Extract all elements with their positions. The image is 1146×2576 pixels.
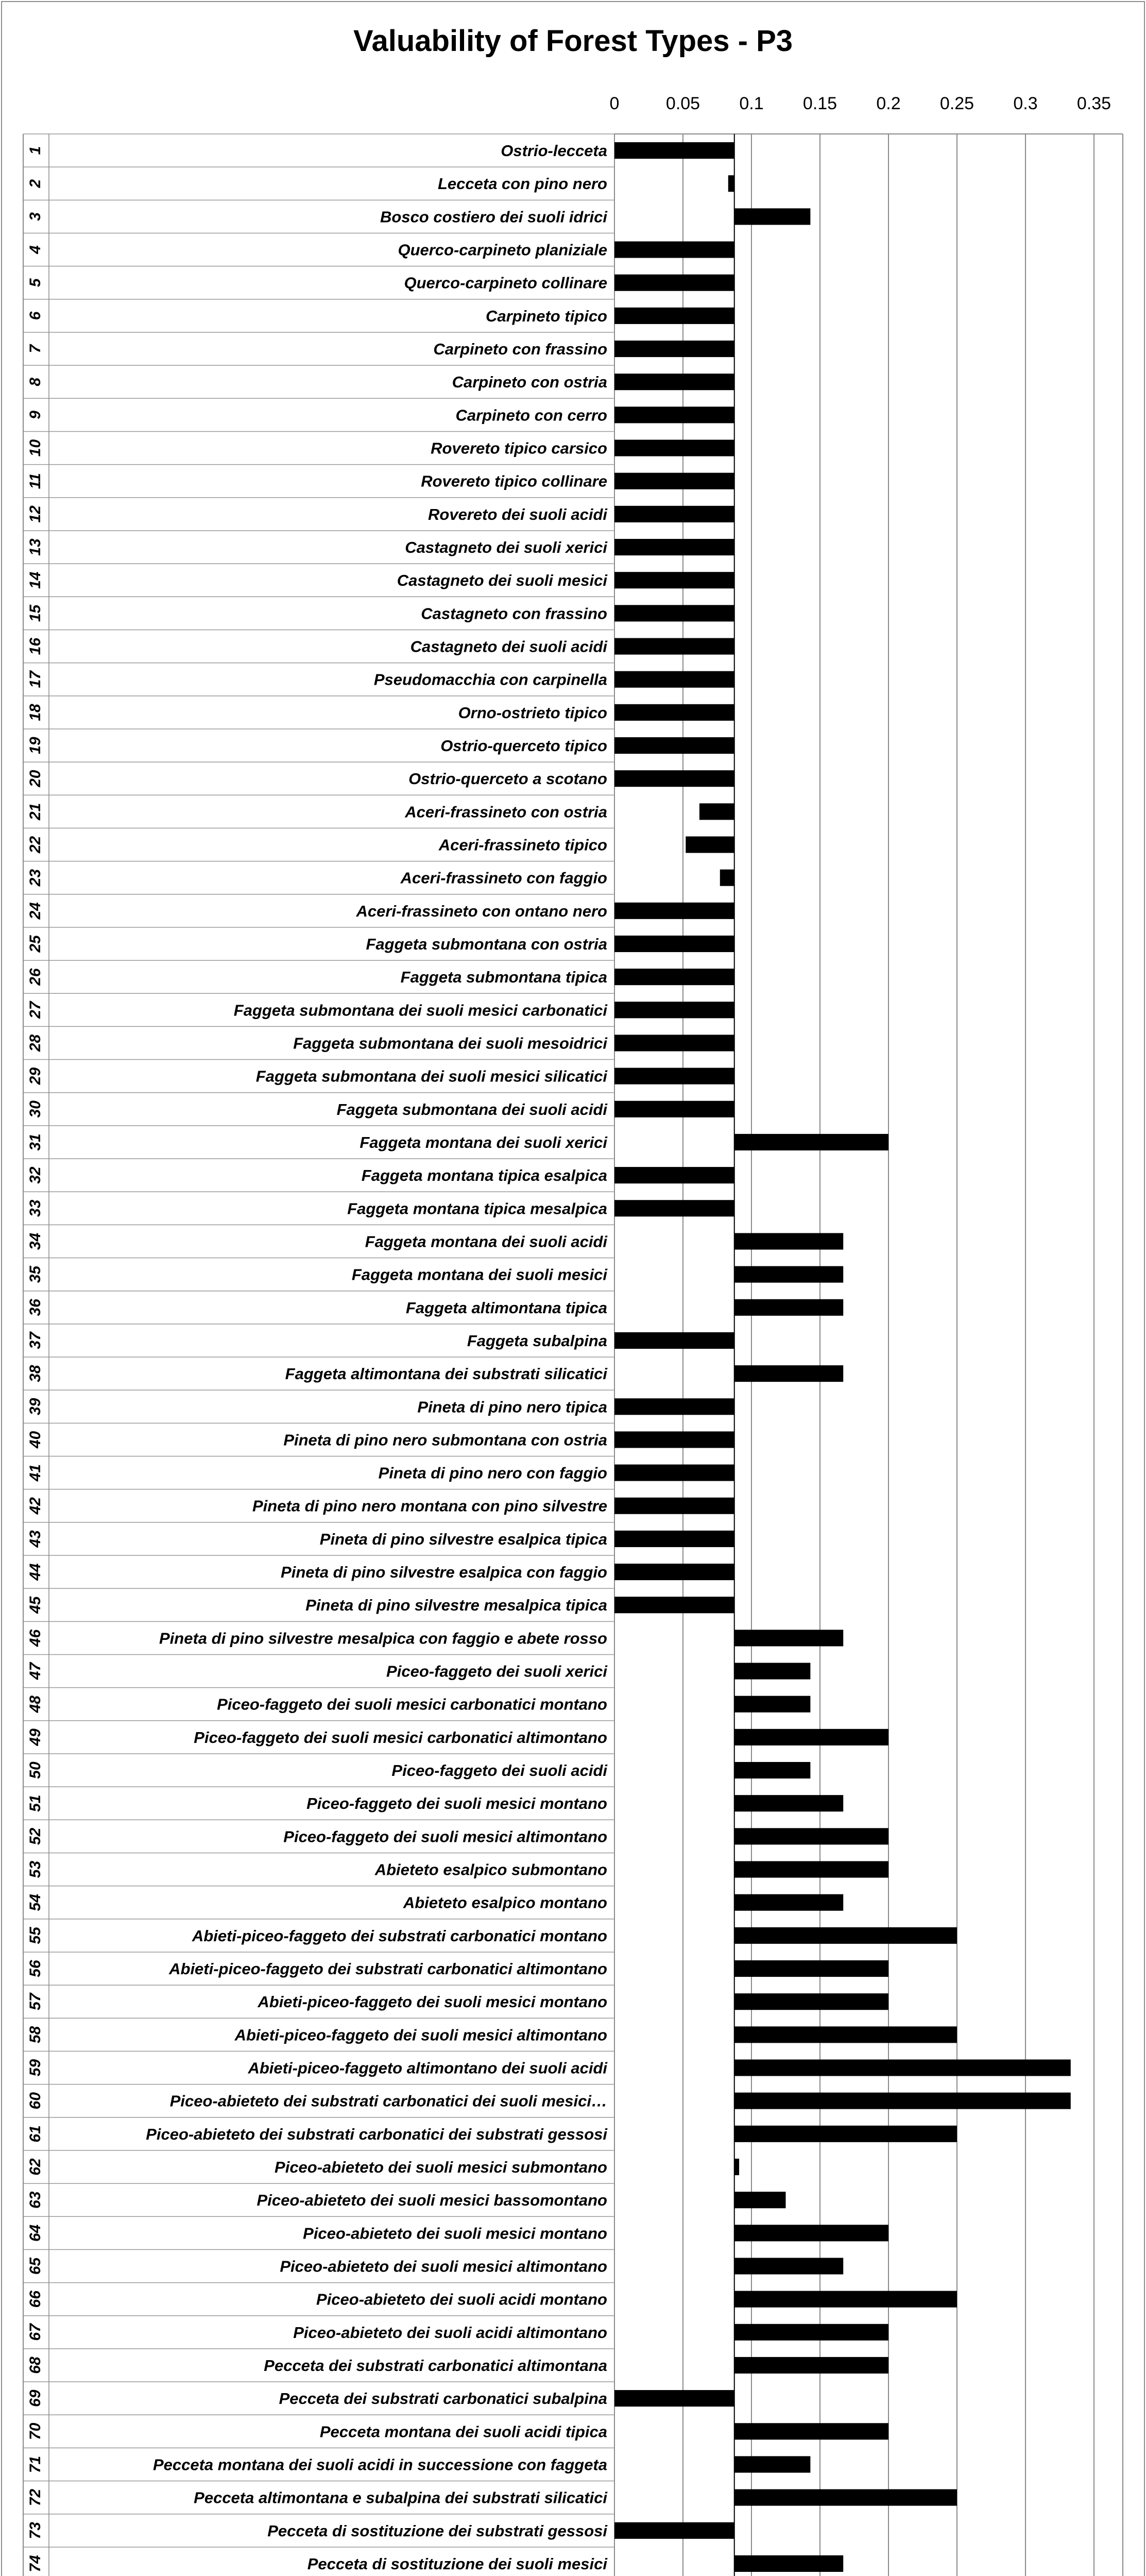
row-number: 23 (26, 869, 44, 887)
row-number: 44 (26, 1563, 44, 1581)
category-label: Orno-ostrieto tipico (458, 703, 607, 722)
bar (734, 2059, 1071, 2076)
category-label: Pineta di pino nero tipica (417, 1398, 607, 1416)
row-number: 5 (26, 278, 44, 287)
bar (614, 506, 734, 522)
bar (614, 440, 734, 456)
bar (614, 1101, 734, 1117)
bar (614, 1332, 734, 1349)
row-number: 46 (26, 1629, 44, 1647)
category-label: Faggeta submontana dei suoli mesici carbonatici (233, 1001, 607, 1020)
bar (614, 903, 734, 919)
bar (734, 1762, 811, 1778)
x-tick-label: 0.35 (1076, 94, 1111, 113)
row-number: 71 (26, 2455, 44, 2473)
bar (614, 1068, 734, 1084)
row-number: 41 (26, 1464, 44, 1482)
bar (734, 1927, 957, 1944)
category-label: Piceo-faggeto dei suoli mesici carbonatici montano (217, 1695, 607, 1714)
category-label: Ostrio-querceto tipico (440, 737, 607, 755)
row-number: 33 (26, 1199, 44, 1217)
bar (734, 2225, 888, 2241)
row-number: 7 (26, 344, 44, 353)
category-label: Faggeta submontana con ostria (366, 935, 607, 953)
bar (614, 1035, 734, 1051)
category-label: Pecceta di sostituzione dei substrati gessosi (267, 2521, 607, 2540)
row-number: 29 (26, 1067, 44, 1085)
bar (734, 2489, 957, 2506)
category-label: Abieti-piceo-faggeto dei substrati carbonatici montano (192, 1926, 607, 1945)
row-number: 51 (26, 1794, 44, 1812)
bar (734, 2357, 888, 2374)
category-label: Abieti-piceo-faggeto dei suoli mesici altimontano (234, 2026, 607, 2044)
row-number: 65 (26, 2257, 44, 2275)
bar (734, 2324, 888, 2341)
bar (614, 1564, 734, 1580)
category-label: Piceo-abieteto dei suoli acidi montano (316, 2290, 607, 2309)
row-number: 43 (26, 1530, 44, 1548)
category-label: Rovereto tipico collinare (421, 472, 607, 490)
row-number: 35 (26, 1265, 44, 1283)
bar (734, 1233, 843, 1249)
row-number: 19 (26, 737, 44, 754)
category-label: Faggeta submontana dei suoli mesici silicatici (255, 1067, 607, 1086)
bar (614, 671, 734, 688)
bar (614, 1531, 734, 1547)
bar (734, 1861, 888, 1877)
row-number: 50 (26, 1761, 44, 1779)
row-number: 64 (26, 2224, 44, 2242)
row-number: 54 (26, 1894, 44, 1911)
row-number: 63 (26, 2191, 44, 2209)
row-number: 67 (26, 2324, 44, 2341)
bar (614, 142, 734, 159)
category-label: Castagneto dei suoli acidi (410, 637, 607, 656)
category-label: Piceo-faggeto dei suoli mesici carbonatici altimontano (194, 1728, 607, 1747)
category-label: Pineta di pino nero montana con pino silvestre (252, 1497, 607, 1515)
row-number: 14 (26, 571, 44, 589)
category-label: Castagneto dei suoli mesici (397, 571, 607, 590)
bar (734, 2126, 957, 2142)
row-number: 31 (26, 1133, 44, 1151)
row-number: 28 (26, 1034, 44, 1052)
bar (734, 2291, 957, 2308)
category-label: Pineta di pino nero con faggio (378, 1464, 607, 1482)
category-label: Pecceta dei substrati carbonatici subalpina (279, 2389, 607, 2408)
bar (614, 539, 734, 555)
category-label: Pseudomacchia con carpinella (373, 670, 607, 689)
category-label: Carpineto con ostria (452, 373, 607, 392)
category-label: Abieti-piceo-faggeto dei suoli mesici montano (258, 1993, 607, 2011)
bar (614, 374, 734, 390)
row-number: 10 (26, 439, 44, 457)
row-number: 4 (26, 245, 44, 254)
category-label: Aceri-frassineto con ontano nero (356, 902, 607, 920)
row-number: 73 (26, 2522, 44, 2539)
bar (734, 2192, 786, 2208)
category-label: Aceri-frassineto con ostria (405, 803, 607, 821)
row-number: 24 (26, 902, 44, 920)
category-label: Pineta di pino silvestre esalpica tipica (319, 1530, 607, 1548)
category-label: Ostrio-querceto a scotano (408, 770, 607, 788)
category-label: Pecceta dei substrati carbonatici altimontana (264, 2356, 607, 2375)
bar (614, 275, 734, 291)
category-label: Piceo-abieteto dei substrati carbonatici dei substrati gessosi (146, 2125, 607, 2143)
row-number: 3 (26, 212, 44, 221)
category-label: Pineta di pino nero submontana con ostria (283, 1431, 607, 1449)
bar (614, 969, 734, 985)
category-label: Faggeta montana dei suoli mesici (351, 1265, 607, 1284)
category-label: Faggeta subalpina (467, 1331, 607, 1350)
bar (614, 1200, 734, 1216)
bar (734, 2093, 1071, 2109)
row-number: 26 (26, 968, 44, 986)
bar (614, 704, 734, 721)
row-number: 39 (26, 1398, 44, 1415)
category-label: Piceo-abieteto dei suoli mesici bassomontano (256, 2191, 607, 2210)
bar (614, 2390, 734, 2406)
row-number: 32 (26, 1166, 44, 1184)
bar (734, 2555, 843, 2572)
category-label: Carpineto con cerro (455, 406, 607, 425)
bar (734, 2258, 843, 2274)
category-label: Ostrio-lecceta (501, 142, 607, 160)
row-number: 37 (26, 1332, 44, 1349)
bar (734, 2159, 739, 2175)
row-number: 72 (26, 2488, 44, 2506)
chart-title: Valuability of Forest Types - P3 (353, 24, 793, 58)
x-tick-label: 0.1 (739, 94, 764, 113)
bar (614, 572, 734, 588)
category-label: Pecceta montana dei suoli acidi in successione con faggeta (152, 2455, 607, 2474)
bar (699, 803, 734, 820)
row-number: 16 (26, 637, 44, 655)
category-label: Piceo-faggeto dei suoli acidi (391, 1761, 607, 1780)
row-number: 25 (26, 935, 44, 953)
row-number: 20 (26, 770, 44, 787)
row-number: 69 (26, 2389, 44, 2407)
bar (614, 1498, 734, 1514)
bar (734, 1696, 811, 1713)
bar (734, 1993, 888, 2010)
row-number: 49 (26, 1728, 44, 1746)
row-number: 2 (26, 179, 44, 188)
bar (614, 737, 734, 754)
row-number: 21 (26, 803, 44, 821)
row-number: 48 (26, 1696, 44, 1713)
row-number: 60 (26, 2092, 44, 2110)
bar (614, 2522, 734, 2539)
category-label: Faggeta montana tipica esalpica (361, 1166, 607, 1185)
category-label: Rovereto tipico carsico (431, 439, 607, 457)
category-label: Aceri-frassineto tipico (438, 836, 607, 854)
bar (734, 1729, 888, 1745)
row-number: 30 (26, 1100, 44, 1118)
bar (614, 308, 734, 324)
row-number: 56 (26, 1960, 44, 1977)
bar (734, 1795, 843, 1811)
bar (734, 1894, 843, 1911)
category-label: Faggeta montana tipica mesalpica (347, 1199, 607, 1218)
category-label: Piceo-abieteto dei suoli mesici altimontano (280, 2257, 607, 2276)
bar (734, 1663, 811, 1680)
row-number: 52 (26, 1827, 44, 1845)
category-label: Faggeta submontana dei suoli mesoidrici (293, 1034, 607, 1053)
row-number: 47 (26, 1662, 44, 1680)
category-label: Abieteto esalpico submontano (374, 1860, 607, 1879)
bar (614, 936, 734, 952)
bar (614, 605, 734, 621)
x-tick-label: 0.3 (1013, 94, 1038, 113)
category-label: Aceri-frassineto con faggio (400, 869, 607, 887)
category-label: Pineta di pino silvestre esalpica con faggio (281, 1563, 607, 1582)
category-label: Piceo-faggeto dei suoli mesici altimontano (283, 1827, 607, 1846)
category-label: Querco-carpineto collinare (404, 274, 607, 292)
bar (686, 836, 734, 853)
row-number: 61 (26, 2125, 44, 2143)
row-number: 40 (26, 1431, 44, 1449)
row-number: 66 (26, 2290, 44, 2308)
row-number: 45 (26, 1596, 44, 1614)
row-number: 27 (26, 1001, 44, 1019)
bar (614, 1167, 734, 1183)
category-label: Piceo-faggeto dei suoli xerici (386, 1662, 607, 1681)
category-label: Lecceta con pino nero (437, 175, 607, 193)
category-label: Abieti-piceo-faggeto altimontano dei suoli acidi (248, 2059, 607, 2077)
bar (728, 175, 734, 192)
bar (734, 1828, 888, 1844)
bar (734, 208, 811, 225)
category-label: Piceo-abieteto dei substrati carbonatici dei suoli mesici… (169, 2092, 607, 2110)
row-number: 57 (26, 1993, 44, 2010)
bar (614, 1597, 734, 1613)
row-number: 34 (26, 1232, 44, 1250)
category-label: Faggeta submontana dei suoli acidi (336, 1100, 607, 1118)
category-label: Abieteto esalpico montano (403, 1893, 607, 1912)
x-tick-label: 0.25 (939, 94, 974, 113)
row-number: 11 (26, 473, 44, 489)
x-tick-label: 0.2 (876, 94, 901, 113)
category-label: Faggeta altimontana dei substrati silicatici (285, 1365, 607, 1383)
row-number: 8 (26, 377, 44, 386)
row-number: 6 (26, 311, 44, 320)
bar (614, 341, 734, 357)
row-number: 58 (26, 2026, 44, 2044)
category-label: Pineta di pino silvestre mesalpica con faggio e abete rosso (159, 1629, 607, 1648)
bar (734, 1266, 843, 1283)
bar (720, 870, 734, 886)
category-label: Faggeta montana dei suoli acidi (365, 1232, 607, 1251)
row-number: 22 (26, 836, 44, 854)
row-number: 9 (26, 411, 44, 419)
bar (734, 1630, 843, 1646)
category-label: Carpineto tipico (486, 307, 607, 325)
row-number: 12 (26, 505, 44, 523)
category-label: Faggeta altimontana tipica (405, 1298, 607, 1317)
bar (734, 1299, 843, 1316)
bar (614, 1398, 734, 1415)
bar (734, 1365, 843, 1382)
row-number: 18 (26, 704, 44, 721)
bar (734, 2026, 957, 2043)
category-label: Piceo-abieteto dei suoli mesici montano (303, 2224, 607, 2243)
bar (614, 242, 734, 258)
row-number: 36 (26, 1299, 44, 1316)
category-label: Querco-carpineto planiziale (398, 241, 607, 259)
bar (614, 770, 734, 787)
row-number: 74 (26, 2555, 44, 2572)
bar (734, 2423, 888, 2439)
category-label: Rovereto dei suoli acidi (428, 505, 607, 523)
row-number: 13 (26, 538, 44, 556)
category-label: Carpineto con frassino (433, 340, 607, 359)
category-label: Pineta di pino silvestre mesalpica tipica (305, 1596, 607, 1615)
bar (614, 638, 734, 654)
category-label: Faggeta montana dei suoli xerici (360, 1133, 607, 1151)
row-number: 59 (26, 2059, 44, 2077)
row-number: 55 (26, 1927, 44, 1944)
bar (614, 1431, 734, 1448)
row-number: 68 (26, 2357, 44, 2374)
category-label: Faggeta submontana tipica (400, 968, 607, 987)
category-label: Abieti-piceo-faggeto dei substrati carbonatici altimontano (169, 1960, 607, 1978)
bar (614, 1465, 734, 1481)
row-number: 1 (26, 146, 44, 155)
row-number: 70 (26, 2422, 44, 2440)
row-number: 38 (26, 1365, 44, 1382)
bar (614, 473, 734, 489)
row-number: 15 (26, 604, 44, 622)
category-label: Pecceta di sostituzione dei suoli mesici (307, 2554, 607, 2573)
category-label: Castagneto con frassino (421, 604, 607, 623)
row-number: 42 (26, 1497, 44, 1515)
bar (734, 2456, 811, 2472)
category-label: Castagneto dei suoli xerici (405, 538, 607, 557)
category-label: Pecceta montana dei suoli acidi tipica (319, 2422, 607, 2441)
category-label: Bosco costiero dei suoli idrici (380, 208, 607, 226)
category-label: Piceo-faggeto dei suoli mesici montano (306, 1794, 607, 1813)
category-label: Piceo-abieteto dei suoli acidi altimontano (293, 2323, 607, 2342)
row-number: 17 (26, 670, 44, 688)
x-tick-label: 0.05 (665, 94, 700, 113)
x-tick-label: 0.15 (802, 94, 837, 113)
bar (734, 1960, 888, 1977)
bar (734, 1134, 888, 1150)
row-number: 53 (26, 1860, 44, 1878)
bar (614, 406, 734, 423)
row-number: 62 (26, 2158, 44, 2176)
category-label: Pecceta altimontana e subalpina dei substrati silicatici (194, 2488, 607, 2507)
category-label: Piceo-abieteto dei suoli mesici submontano (275, 2158, 607, 2176)
bar (614, 1002, 734, 1018)
x-tick-label: 0 (609, 94, 620, 113)
